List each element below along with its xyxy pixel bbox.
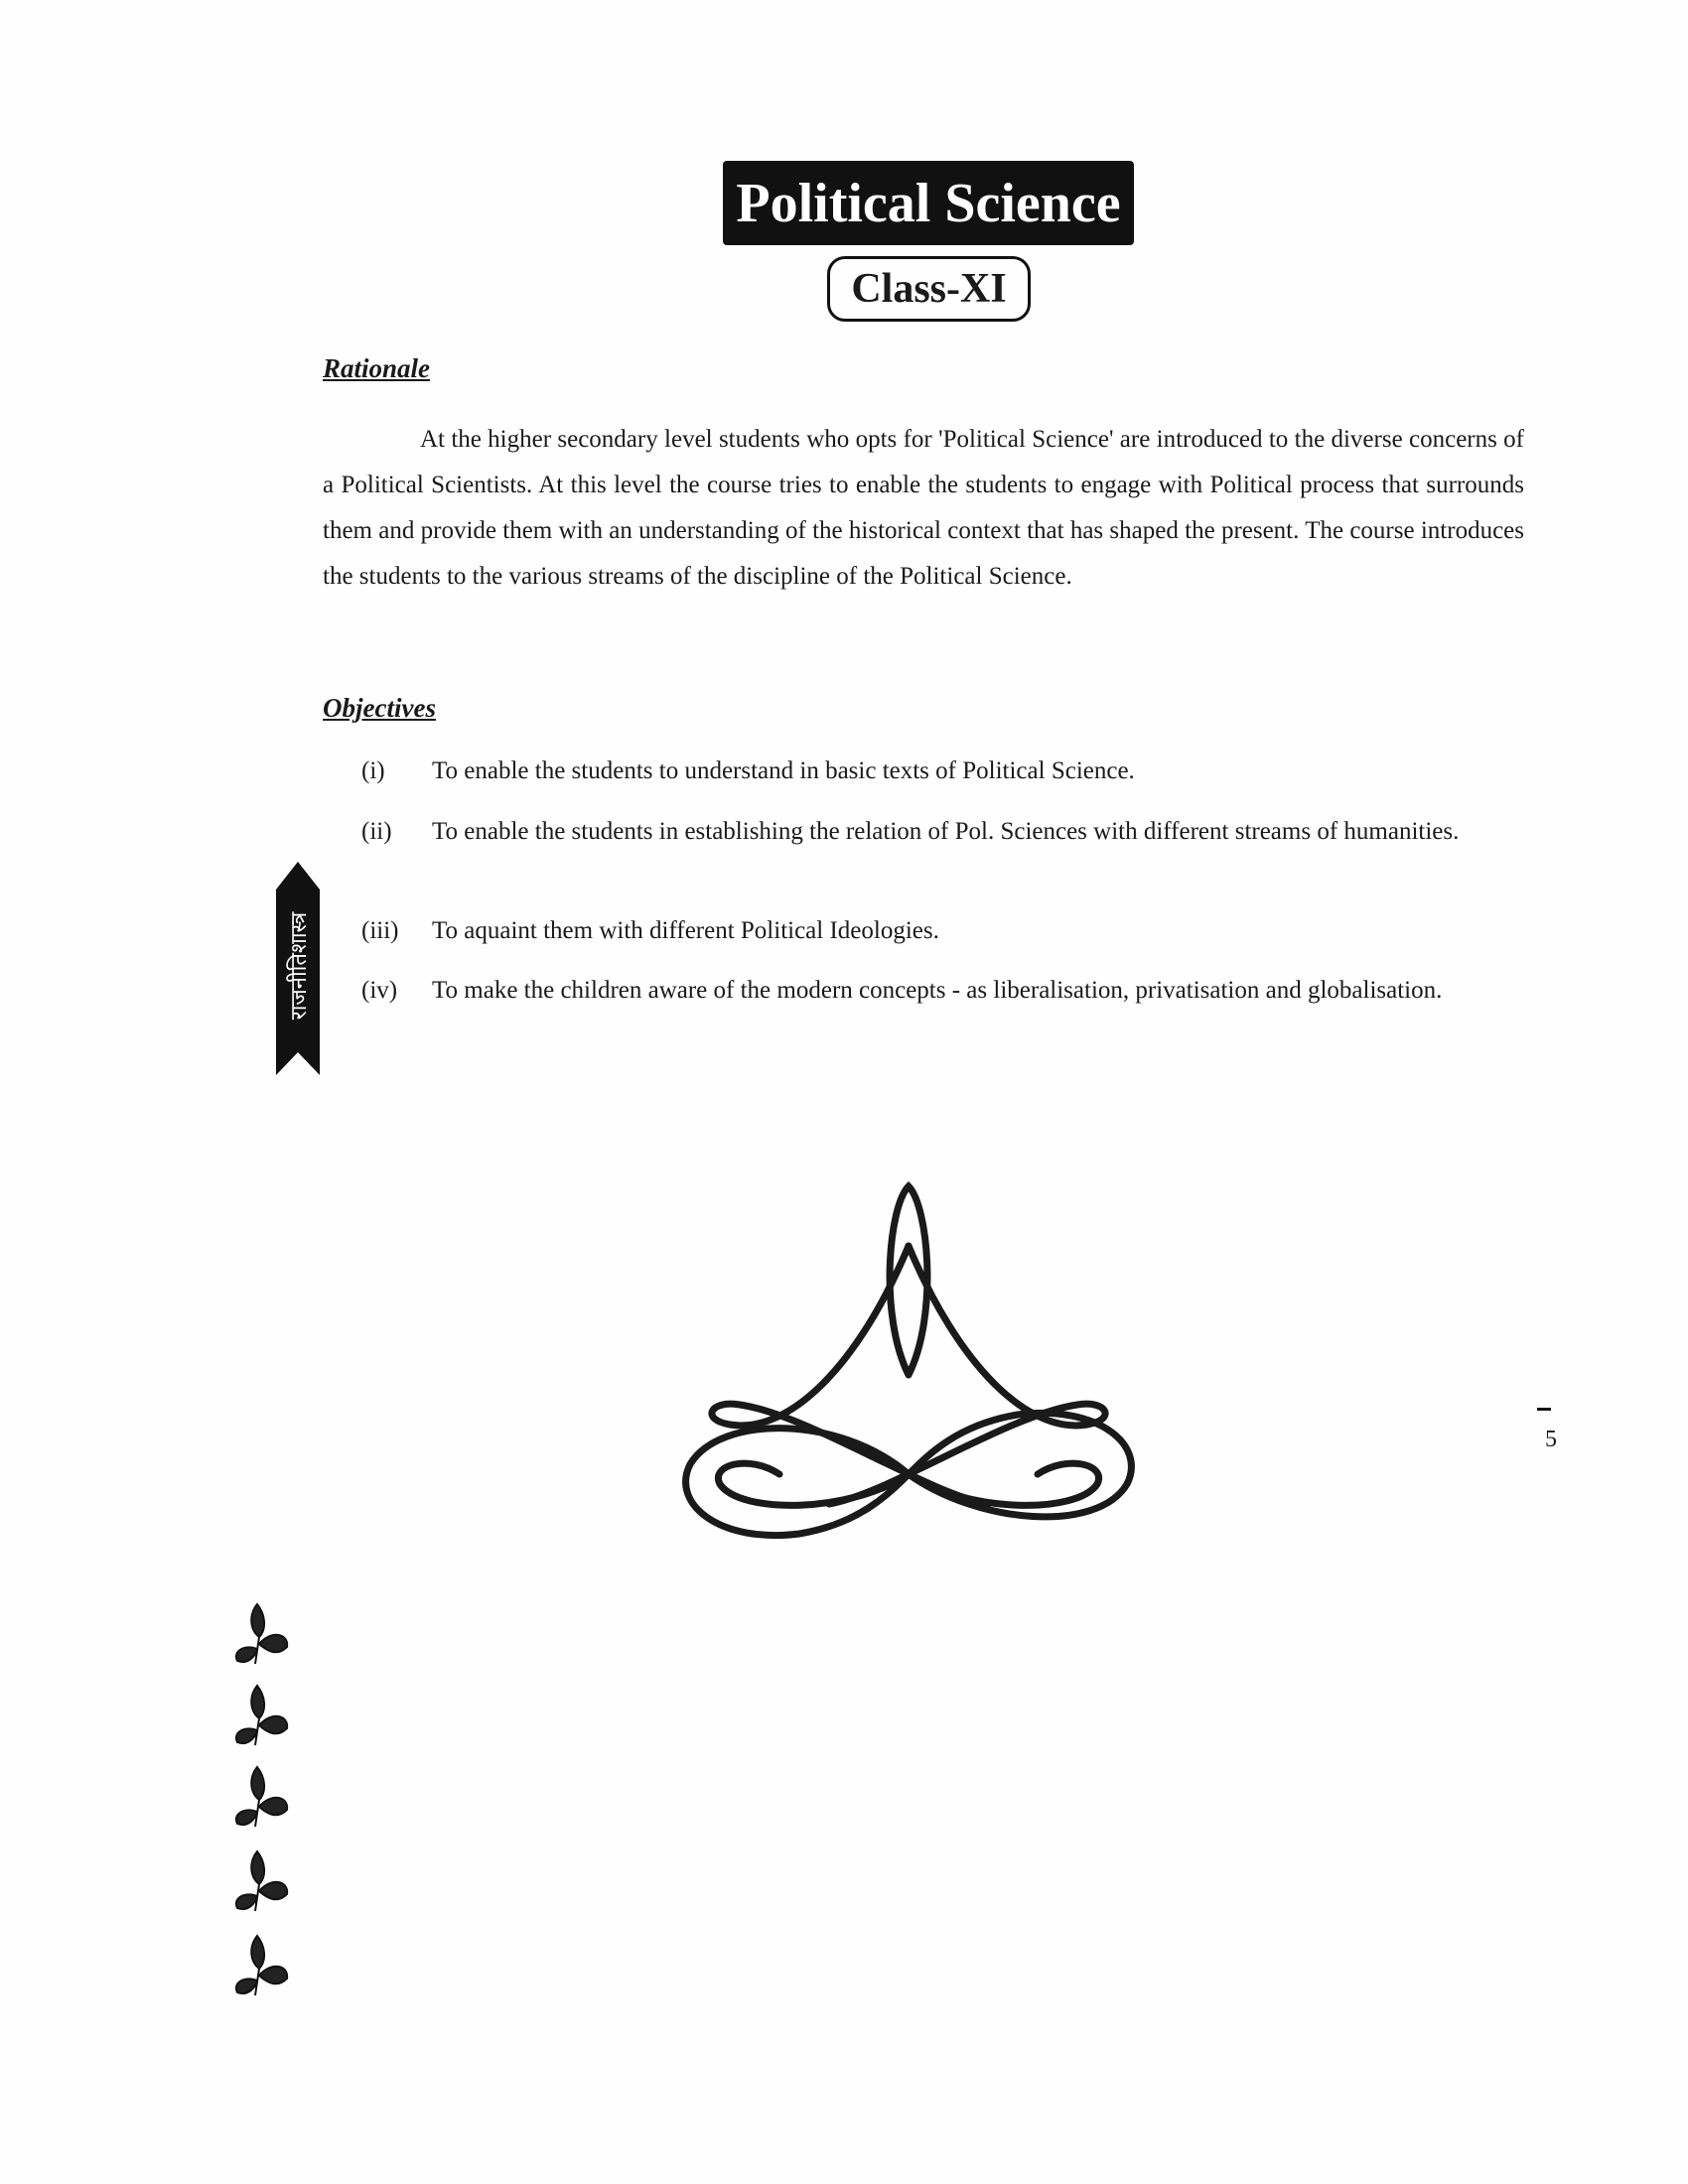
side-tab bbox=[276, 862, 320, 1075]
rationale-text bbox=[323, 417, 1524, 600]
objective-number: (i) bbox=[361, 757, 385, 784]
leaf-ornament-icon bbox=[227, 1931, 297, 2000]
objective-number: (iv) bbox=[361, 977, 398, 1004]
leaf-ornament-icon bbox=[227, 1846, 297, 1916]
class-label: Class-XI bbox=[827, 256, 1031, 322]
objective-item bbox=[361, 971, 1528, 1011]
objective-number: (ii) bbox=[361, 818, 392, 845]
rationale-body: At the higher secondary level students who opts for 'Political Science' are introduced to the diverse concerns of a Political Scientists. At this level the course tries to enable the students to engage with Political process that surrounds them and provide them with an understanding of the historical context that has shaped the present. The course introduces the students to the various streams of the discipline of the Political Science. bbox=[323, 426, 1524, 590]
leaf-ornament-icon bbox=[227, 1762, 297, 1832]
objective-item bbox=[361, 911, 1528, 951]
objective-item bbox=[361, 751, 1528, 791]
objective-number: (iii) bbox=[361, 917, 399, 944]
margin-mark bbox=[1537, 1408, 1551, 1411]
rationale-heading: Rationale bbox=[323, 353, 431, 383]
objective-text: To enable the students in establishing the relation of Pol. Sciences with different streams of humanities. bbox=[432, 818, 1460, 845]
leaf-ornament-icon bbox=[227, 1599, 297, 1669]
objective-text: To make the children aware of the modern concepts - as liberalisation, privatisation and globalisation. bbox=[432, 977, 1443, 1004]
page-title: Political Science bbox=[723, 161, 1134, 245]
side-tab-label: राजनीतिशास्त्र bbox=[287, 911, 312, 1021]
objective-text: To enable the students to understand in basic texts of Political Science. bbox=[432, 757, 1135, 784]
objective-text: To aquaint them with different Political Ideologies. bbox=[432, 917, 939, 944]
objectives-heading: Objectives bbox=[323, 693, 436, 723]
objective-item bbox=[361, 812, 1528, 852]
page-number: 5 bbox=[1545, 1427, 1557, 1452]
leaf-ornament-icon bbox=[227, 1681, 297, 1750]
decorative-flourish-icon bbox=[660, 1176, 1157, 1573]
